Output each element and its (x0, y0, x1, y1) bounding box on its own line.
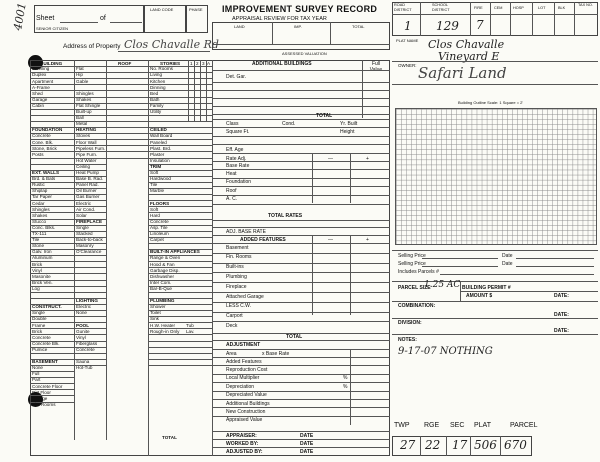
field-label: Full (32, 371, 40, 377)
field-label: Pipeless Furn. (76, 145, 106, 151)
adjustment-item: Added Features (226, 358, 262, 365)
amount-label: AMOUNT $ (466, 293, 493, 299)
rge-value: 22 (425, 438, 441, 452)
additional-total: TOTAL (316, 113, 333, 119)
corner-note: 4001 (11, 1, 29, 32)
field-label: Brick Ven. (32, 279, 53, 285)
plat-line-1: Clos Chavalle (428, 38, 505, 51)
sheet-label: Sheet (36, 15, 55, 22)
field-label: Concrete (76, 346, 95, 352)
district-header: TAX NO. (578, 3, 593, 7)
field-label: Bath (150, 96, 160, 102)
phase-label: PHASE (189, 7, 203, 12)
stories-col: 1 (190, 61, 193, 66)
field-label: Brd. & Bats (32, 176, 56, 182)
field-label: Living (150, 72, 163, 78)
field-label: Dinning (150, 84, 166, 90)
combination-label: COMBINATION: (398, 303, 436, 309)
feature-item: Carport (226, 313, 243, 320)
class-label: Class (226, 121, 239, 127)
field-label: Tile (150, 182, 158, 188)
field-label: Soft (150, 206, 159, 212)
plus-sign: + (366, 237, 369, 243)
feature-item: Fin. Rooms (226, 254, 252, 261)
total-label: TOTAL (162, 435, 177, 440)
rate-item: Foundation (226, 179, 252, 186)
parcel-value: 670 (504, 438, 527, 452)
division-label: DIVISION: (398, 320, 422, 326)
plus-sign: + (366, 156, 369, 162)
district-header: LOT (538, 6, 546, 10)
section-header: FOUNDATION (32, 127, 63, 133)
district-header: CEM (494, 6, 503, 10)
assessed-valuation-label: ASSESSED VALUATION (282, 51, 327, 56)
minus-sign: — (328, 237, 333, 243)
field-label: Air Cond. (76, 206, 96, 212)
adjusted-by-label: ADJUSTED BY: (226, 449, 263, 455)
adjustment-header: ADJUSTMENT (226, 342, 261, 348)
adjustment-item: Reproduction Cost (226, 366, 268, 373)
adjustment-item: Additional Buildings (226, 400, 270, 407)
field-label: Metal (76, 121, 88, 127)
rate-item: A. C. (226, 196, 238, 203)
feature-item: Built-ins (226, 264, 244, 271)
feature-item: Deck (226, 322, 238, 329)
field-label: Part (32, 377, 41, 383)
field-label: Hardwood (150, 176, 171, 182)
stories-col: 2 (196, 61, 199, 66)
selling-price-2: Selling Price (398, 261, 426, 267)
parcel-header: SEC (450, 422, 465, 429)
field-label: Stone, Brick (32, 145, 57, 151)
imp-label: IMP. (294, 24, 302, 29)
full-value-label: Full Value (369, 61, 383, 73)
building-permit-label: BUILDING PERMIT # (462, 285, 511, 291)
notes-value: 9-17-07 NOTHING (398, 346, 493, 357)
combination-date: DATE: (554, 312, 569, 318)
field-label: Gas Burner (76, 194, 100, 200)
field-label: Solar (76, 212, 87, 218)
field-label: Shed (32, 90, 43, 96)
field-label: Linoleum (150, 231, 169, 236)
field-label: Hot Water (76, 157, 97, 163)
sec-value: 17 (452, 438, 468, 452)
field-label: Double (32, 316, 47, 322)
district-header: ROAD DISTRICT (394, 3, 412, 12)
appraiser-label: APPRAISER: (226, 433, 257, 439)
parcel-size-label: PARCEL SIZE (398, 285, 431, 291)
section-header: CEILED (150, 127, 167, 133)
eff-age-label: Eff. Age (226, 147, 244, 153)
amount-date: DATE: (554, 293, 569, 299)
appraiser-date: DATE (300, 433, 314, 439)
fire-value: 7 (476, 18, 484, 32)
notes-label: NOTES: (398, 337, 417, 343)
feature-item: LESS C.W. (226, 303, 252, 310)
field-label: Masonite (32, 273, 51, 279)
section-header: EXT. WALLS (32, 170, 60, 175)
field-label: Bed (150, 90, 159, 96)
field-label: None (76, 310, 87, 316)
field-label: Concrete Blk. (32, 340, 60, 346)
school-district-value: 129 (436, 19, 459, 33)
field-label: Vinyl (76, 334, 86, 340)
adjustment-item: Depreciation (226, 383, 255, 390)
det-gar-label: Det. Gar. (226, 74, 247, 80)
field-label: Shower (150, 304, 166, 310)
district-header: BLK (558, 6, 566, 10)
field-label: Gable (76, 78, 89, 84)
x-base-rate-label: x Base Rate (262, 351, 290, 357)
rate-item: Base Rate (226, 162, 250, 169)
field-label: Aluminum (32, 255, 53, 261)
parcel-size-value: 1.25 AC (424, 280, 461, 290)
feature-item: Fireplace (226, 283, 247, 290)
field-label: Fin. Rooms (32, 401, 56, 407)
field-label: Conc. Blks. (32, 224, 56, 230)
field-label: Marble (150, 188, 165, 194)
field-label: None (32, 365, 43, 371)
plat-value: 506 (474, 438, 497, 452)
field-label: Carpet (150, 237, 164, 243)
district-header: SCHOOL DISTRICT (432, 3, 450, 12)
adjustment-item: New Construction (226, 408, 266, 415)
field-label: Hood & Fan (150, 261, 175, 267)
worked-by-label: WORKED BY: (226, 441, 259, 447)
outline-label: Building Outline Scale: 1 Square = 2' (458, 100, 524, 105)
square-ft-label: Square Ft. (226, 129, 250, 135)
field-label: Hard (150, 212, 160, 218)
rate-adj-label: Rate Adj. (226, 156, 247, 162)
field-label: Bar-B-Que (150, 285, 172, 291)
feature-item: Attached Garage (226, 293, 264, 300)
field-label: Cedar (32, 200, 45, 206)
includes-parcels: Includes Parcels # (398, 269, 439, 275)
field-label: Pumice (32, 346, 48, 352)
stories-col: A (207, 61, 211, 66)
section-header: POOL (76, 322, 90, 328)
field-label: Cabin (32, 102, 45, 108)
total-rates: TOTAL RATES (268, 213, 303, 219)
section-header: FIREPLACE (76, 218, 103, 224)
field-label: Electric (76, 304, 92, 310)
field-label: Masonry (76, 243, 94, 249)
field-label: Stoves (76, 133, 91, 139)
field-label: Dirt Floor (32, 389, 51, 395)
field-label: Utility (150, 109, 162, 114)
field-label: Flat Shingle (76, 102, 101, 108)
field-label: Inter Com. (150, 279, 172, 285)
field-label: Shingles (76, 90, 94, 96)
parcel-header: PARCEL (510, 422, 538, 429)
field-label: Single (76, 224, 89, 230)
building-header: BUILDING (40, 61, 63, 66)
yr-built-label: Yr. Built (340, 121, 358, 127)
land-label: LAND (234, 24, 245, 29)
feature-item: Plumbing (226, 273, 247, 280)
owner-value: Safari Land (418, 64, 507, 82)
field-label: Family (150, 102, 164, 108)
field-label: Back-to-back (76, 237, 103, 243)
parcel-header: PLAT (474, 422, 491, 429)
field-label: Plast. Brd. (150, 145, 172, 151)
percent-sign: % (343, 383, 348, 390)
field-label: Posts (32, 151, 44, 157)
roof-header: ROOF (118, 61, 132, 66)
selling-date-2: Date (502, 261, 513, 267)
district-header: HOSP (513, 6, 524, 10)
land-code-label: LAND CODE (150, 7, 174, 12)
division-date: DATE: (554, 328, 569, 334)
field-label: Shakes (32, 212, 48, 218)
field-label: Brick (32, 261, 43, 267)
adjustment-item: Depreciated Value (226, 392, 267, 399)
field-label: Toilet (150, 310, 161, 316)
form-title: IMPROVEMENT SURVEY RECORD (222, 4, 378, 14)
adj-base-rate: ADJ. BASE RATE (226, 229, 266, 235)
stories-header: STORIES (160, 61, 181, 66)
feature-item: Basement (226, 244, 249, 251)
field-label: Range & Oven (150, 255, 181, 261)
field-label: TX-111 (32, 231, 47, 236)
section-header: LIGHTING (76, 298, 98, 304)
field-label: Built-up (76, 109, 92, 114)
selling-date-1: Date (502, 253, 513, 259)
senior-citizen-label: SENIOR CITIZEN (36, 26, 69, 31)
tub-label: Tub (186, 322, 194, 328)
section-header: BUILT-IN APPLIANCES (150, 249, 200, 255)
field-label: Dwelling (32, 66, 50, 72)
field-label: Sauna (76, 359, 90, 365)
plat-label: PLAT NAME (396, 38, 419, 43)
section-header: FLOORS (150, 200, 170, 206)
twp-value: 27 (400, 438, 416, 452)
field-label: Rustic (32, 182, 45, 188)
additional-total-2: TOTAL (286, 334, 303, 340)
adjustment-item: Appraised Value (226, 417, 263, 424)
field-label: Insulation (150, 157, 170, 163)
field-label: Tile (32, 237, 40, 243)
section-header: HEATING (76, 127, 97, 133)
section-header: PLUMBING (150, 298, 175, 304)
field-label: Tar Paper (32, 194, 52, 200)
section-header: BASEMENT (32, 359, 58, 365)
field-label: Vinyl (32, 267, 42, 273)
field-label: Hot-Tub (76, 365, 93, 371)
road-district-value: 1 (404, 19, 412, 33)
percent-sign: % (343, 375, 348, 382)
field-label: Ball (76, 115, 84, 121)
parcel-header: RGE (424, 422, 440, 429)
field-label: Shiplap (32, 188, 48, 194)
field-label: Sink (150, 316, 159, 322)
height-label: Height (340, 129, 355, 135)
field-label: Galv. Iron (32, 249, 52, 255)
field-label: Garage (32, 395, 48, 401)
worked-by-date: DATE (300, 441, 314, 447)
field-label: H.W. Heater (150, 322, 176, 328)
field-label: Kitchen (150, 78, 166, 84)
field-label: Panel Rad. (76, 182, 99, 188)
rate-item: Heat (226, 170, 237, 177)
field-label: Paneled (150, 139, 167, 145)
field-label: Hip (76, 72, 83, 78)
lav-label: Lav. (186, 328, 195, 334)
cond-label: Cond. (282, 121, 296, 127)
minus-sign: — (328, 156, 333, 162)
form-subtitle: APPRAISAL REVIEW FOR TAX YEAR (232, 16, 327, 22)
address-value: Clos Chavalle Rd (124, 38, 219, 51)
address-label: Address of Property (63, 43, 121, 50)
field-label: Single (32, 310, 45, 316)
building-outline-grid (395, 108, 597, 245)
field-label: Shakes (76, 96, 92, 102)
field-label: O'Clearance (76, 249, 102, 255)
adjustment-item: Local Multiplier (226, 375, 260, 382)
field-label: Concrete Floor (32, 383, 63, 389)
of-label: of (100, 15, 106, 22)
field-label: A-Frame (32, 84, 50, 90)
field-label: Gunite (76, 328, 90, 334)
parcel-header: TWP (394, 422, 410, 429)
field-label: Floor Wall (76, 139, 97, 145)
field-label: Apartment (32, 78, 54, 84)
field-label: No. Rooms (150, 66, 173, 72)
field-label: Stone (32, 243, 45, 249)
district-header: FIRE (474, 6, 483, 10)
adjusted-by-date: DATE (300, 449, 314, 455)
field-label: Rough-in Only (150, 328, 180, 334)
field-label: Cone. Blk. (32, 139, 54, 145)
field-label: Pipe Furn. (76, 151, 98, 157)
field-label: Garage (32, 96, 48, 102)
area-label: Area (226, 351, 237, 357)
field-label: Heat Pump (76, 170, 99, 175)
field-label: Frame (32, 322, 46, 328)
selling-price-1: Selling Price (398, 253, 426, 259)
field-label: Oil Burner (76, 188, 97, 194)
section-header: CONSTRUCT. (32, 304, 62, 310)
stories-col: 3 (202, 61, 205, 66)
field-label: Garbage Disp. (150, 267, 180, 273)
owner-label: OWNER: (398, 63, 417, 68)
field-label: Ceiling (76, 163, 91, 169)
field-label: Concrete (32, 334, 51, 340)
field-label: Electric (76, 200, 92, 206)
field-label: Stucco (32, 218, 47, 224)
field-label: Log (32, 285, 40, 291)
field-label: Asp. Tile (150, 224, 168, 230)
field-label: Brick (32, 328, 43, 334)
field-label: Flat (76, 66, 84, 72)
field-label: Shingles (32, 206, 50, 212)
field-label: Wall Board (150, 133, 173, 139)
plat-line-2: Vineyard E (438, 50, 500, 63)
additional-header: ADDITIONAL BUILDINGS (252, 61, 312, 67)
field-label: Duplex (32, 72, 47, 78)
rate-item: Roof (226, 187, 237, 194)
field-label: Fiberglass (76, 340, 98, 346)
field-label: Dishwasher (150, 273, 174, 279)
total-label: TOTAL (352, 24, 365, 29)
field-label: Plaster (150, 151, 165, 157)
field-label: Soft (150, 170, 159, 175)
field-label: Stacked (76, 231, 93, 236)
added-features-header: ADDED FEATURES (240, 237, 286, 243)
field-label: Base B. Rad. (76, 176, 104, 182)
field-label: Concrete (32, 133, 51, 139)
section-header: TRIM (150, 163, 162, 169)
field-label: Concrete (150, 218, 169, 224)
